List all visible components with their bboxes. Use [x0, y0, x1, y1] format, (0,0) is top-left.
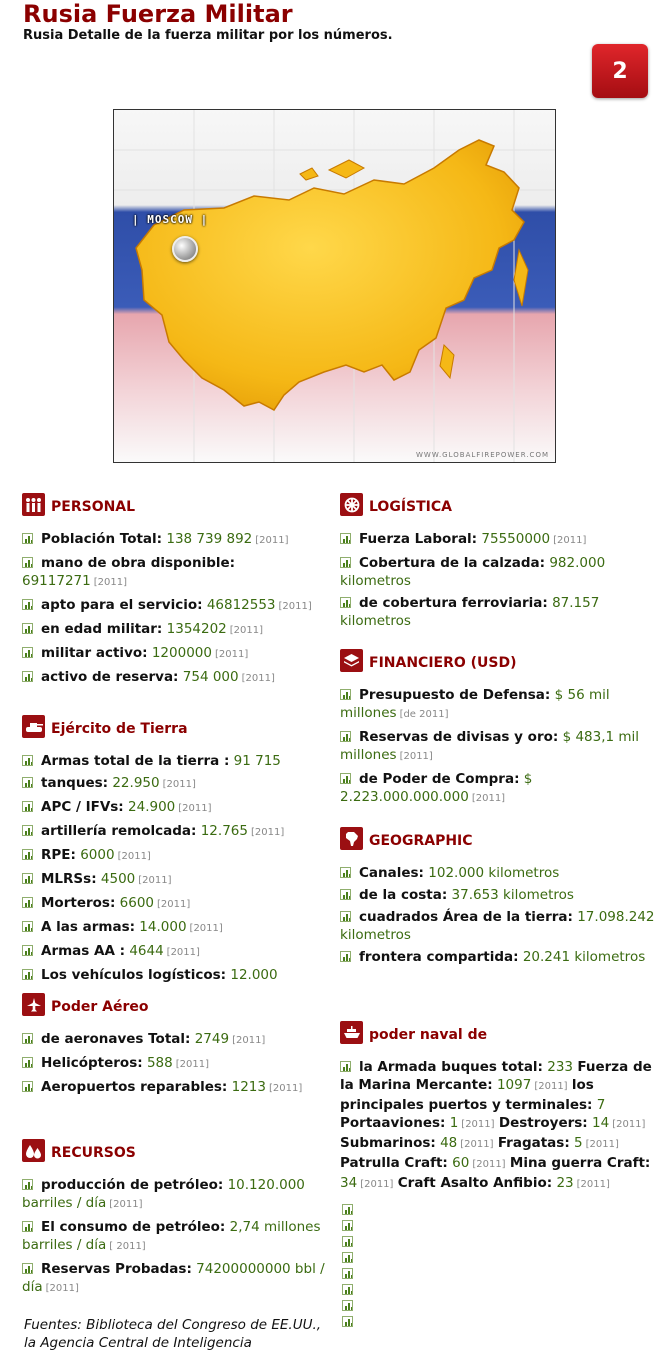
- map-city-label: | MOSCOW |: [132, 213, 209, 226]
- wheel-icon: [340, 493, 363, 516]
- stat-value: 138 739 892: [166, 531, 253, 547]
- stat-label: de la costa:: [359, 887, 448, 903]
- bar-chart-icon: [342, 1316, 353, 1327]
- bar-chart-icon: [340, 889, 351, 900]
- stat-row: [22, 1260, 342, 1298]
- stat-year: [2011]: [162, 779, 196, 790]
- stat-year: [2011]: [229, 625, 264, 636]
- stat-label: tanques:: [41, 775, 109, 791]
- stat-year: [2011]: [471, 793, 506, 804]
- section-title: RECURSOS: [51, 1145, 136, 1161]
- stat-row: [22, 894, 342, 914]
- bar-chart-icon: [22, 873, 33, 884]
- section-title: Poder Aéreo: [51, 999, 149, 1015]
- bar-chart-icon: [22, 1179, 33, 1190]
- bar-chart-icon: [22, 849, 33, 860]
- section-aereo: [22, 990, 342, 1102]
- stat-year: [2011]: [472, 1159, 506, 1170]
- stat-value: 87.157 kilometros: [340, 595, 600, 629]
- section-logistica: [340, 490, 660, 634]
- stat-label: Cobertura de la calzada:: [359, 555, 546, 571]
- stat-year: [2011]: [214, 649, 249, 660]
- section-naval: [340, 1018, 660, 1332]
- stat-year: [2011]: [166, 947, 200, 958]
- stat-value: 1213: [231, 1079, 266, 1095]
- stat-row: [340, 686, 660, 724]
- stat-year: [2011]: [460, 1139, 494, 1150]
- stat-row: [22, 1030, 342, 1050]
- stat-value: 17.098.242 kilometros: [340, 909, 655, 943]
- bar-chart-icon: [22, 777, 33, 788]
- stat-year: [2011]: [553, 535, 587, 546]
- stat-row: [340, 728, 660, 766]
- stat-year: [2011]: [241, 673, 275, 684]
- bar-chart-icon: [22, 755, 33, 766]
- stat-row: [340, 908, 660, 944]
- stat-row: [22, 822, 342, 842]
- stat-row: [340, 530, 660, 550]
- stat-year: [ 2011]: [109, 1241, 146, 1252]
- stat-label: Helicópteros:: [41, 1055, 143, 1071]
- stat-value: 1: [449, 1115, 459, 1131]
- stat-value: 60: [452, 1155, 470, 1171]
- stat-value: 34: [340, 1175, 358, 1191]
- stat-year: [2011]: [232, 1035, 266, 1046]
- stat-year: [2011]: [360, 1179, 394, 1190]
- page-subtitle: Rusia Detalle de la fuerza militar por los números.: [23, 28, 393, 43]
- bar-chart-icon: [340, 597, 351, 608]
- stat-row: [340, 864, 660, 882]
- bar-chart-icon: [340, 951, 351, 962]
- stat-row: [22, 554, 342, 592]
- stat-value: 588: [146, 1055, 173, 1071]
- bar-chart-icon: [340, 911, 351, 922]
- stat-row: [22, 620, 342, 640]
- stat-row: [22, 1176, 342, 1214]
- stat-label: frontera compartida:: [359, 949, 519, 965]
- bar-chart-icon: [22, 599, 33, 610]
- stat-label: Morteros:: [41, 895, 116, 911]
- section-recursos: [22, 1136, 342, 1302]
- stat-label: de cobertura ferroviaria:: [359, 595, 548, 611]
- stat-row: [22, 966, 342, 984]
- stat-value: 2749: [194, 1031, 230, 1047]
- stat-label: Los vehículos logísticos:: [41, 967, 227, 983]
- stat-year: [2011]: [138, 875, 172, 886]
- stat-row: [340, 770, 660, 808]
- oil-drops-icon: [22, 1139, 45, 1162]
- bar-chart-icon: [22, 557, 33, 568]
- stat-label: RPE:: [41, 847, 76, 863]
- stat-value: 14: [592, 1115, 610, 1131]
- stat-row: [22, 942, 342, 962]
- stat-row: [22, 1218, 342, 1256]
- stat-label: Reservas Probadas:: [41, 1261, 192, 1277]
- bar-chart-icon: [340, 1061, 351, 1072]
- stat-value: 46812553: [206, 597, 276, 613]
- rank-badge: 2: [592, 44, 648, 98]
- stat-year: [2011]: [117, 851, 151, 862]
- stat-label: Fuerza Laboral:: [359, 531, 478, 547]
- stat-value: 75550000: [481, 531, 551, 547]
- stat-value: 91 715: [233, 753, 281, 769]
- stat-value: 233: [547, 1059, 574, 1075]
- map-pin-icon: [172, 236, 198, 262]
- stat-label: Armas total de la tierra :: [41, 753, 230, 769]
- stat-label: Destroyers:: [498, 1115, 588, 1131]
- stat-label: Población Total:: [41, 531, 163, 547]
- stat-label: Mina guerra Craft:: [509, 1155, 651, 1171]
- bar-chart-icon: [342, 1236, 353, 1247]
- stat-year: [2011]: [585, 1139, 619, 1150]
- section-title: GEOGRAPHIC: [369, 833, 473, 849]
- stat-value: 6600: [119, 895, 154, 911]
- stat-value: 20.241 kilometros: [522, 949, 646, 965]
- jet-icon: [22, 993, 45, 1016]
- stat-value: 14.000: [139, 919, 187, 935]
- stat-year: [2011]: [268, 1083, 303, 1094]
- stat-value: 10.120.000 barriles / día: [22, 1177, 305, 1211]
- stat-value: 74200000000 bbl / día: [22, 1261, 325, 1295]
- bar-chart-icon: [340, 773, 351, 784]
- people-icon: [22, 493, 45, 516]
- bar-chart-icon: [22, 969, 33, 980]
- bar-chart-icon: [342, 1268, 353, 1279]
- stat-year: [2011]: [178, 803, 212, 814]
- stat-value: 4500: [100, 871, 136, 887]
- stat-row: [340, 948, 660, 966]
- page-title: Rusia Fuerza Militar: [23, 0, 293, 28]
- stat-value: 12.000: [230, 967, 278, 983]
- stat-row: [22, 1078, 342, 1098]
- section-title: PERSONAL: [51, 499, 136, 515]
- stat-year: [2011]: [250, 827, 285, 838]
- stat-value: $ 56 mil millones: [340, 687, 610, 721]
- money-stack-icon: [340, 649, 363, 672]
- stat-year: [2011]: [157, 899, 191, 910]
- stat-label: Presupuesto de Defensa:: [359, 687, 551, 703]
- bar-chart-icon: [22, 945, 33, 956]
- stat-year: [2011]: [109, 1199, 143, 1210]
- stat-value: 5: [574, 1135, 583, 1151]
- stat-row: [22, 752, 342, 770]
- stat-label: Canales:: [359, 865, 424, 881]
- stat-row: [22, 596, 342, 616]
- bar-chart-icon: [340, 731, 351, 742]
- stat-row: [22, 644, 342, 664]
- bar-chart-icon: [22, 1221, 33, 1232]
- stat-value: 7: [596, 1097, 606, 1113]
- section-geographic: [340, 824, 660, 970]
- stat-label: El consumo de petróleo:: [41, 1219, 226, 1235]
- stat-label: la Armada buques total:: [359, 1059, 543, 1075]
- stat-label: Fuerza de la Marina Mercante:: [340, 1059, 652, 1093]
- bar-chart-icon: [22, 801, 33, 812]
- stat-value: 982.000 kilometros: [340, 555, 606, 589]
- stat-value: 4644: [129, 943, 164, 959]
- stat-label: apto para el servicio:: [41, 597, 203, 613]
- stat-value: 102.000 kilometros: [428, 865, 560, 881]
- stat-value: 754 000: [182, 669, 239, 685]
- stat-row: [22, 846, 342, 866]
- stat-label: Aeropuertos reparables:: [41, 1079, 228, 1095]
- bar-chart-icon: [22, 1033, 33, 1044]
- stat-label: Reservas de divisas y oro:: [359, 729, 559, 745]
- stat-year: [2011]: [45, 1283, 79, 1294]
- stat-year: [2011]: [189, 923, 223, 934]
- bar-chart-icon: [22, 897, 33, 908]
- tank-icon: [22, 715, 45, 738]
- section-financiero: [340, 646, 660, 812]
- stat-label: los principales puertos y terminales:: [340, 1077, 594, 1113]
- stat-value: 1200000: [151, 645, 212, 661]
- stat-row: [340, 554, 660, 590]
- stat-value: 1097: [496, 1077, 532, 1093]
- stat-label: mano de obra disponible:: [41, 555, 236, 571]
- stat-value: 48: [440, 1135, 458, 1151]
- stat-value: $ 2.223.000.000.000: [340, 771, 533, 805]
- stat-value: 1354202: [166, 621, 227, 637]
- bar-chart-icon: [22, 533, 33, 544]
- bar-chart-icon: [342, 1220, 353, 1231]
- bar-chart-icon: [22, 623, 33, 634]
- section-personal: [22, 490, 342, 692]
- bar-chart-icon: [22, 1263, 33, 1274]
- ship-icon: [340, 1021, 363, 1044]
- stat-label: Armas AA :: [41, 943, 126, 959]
- stat-value: 23: [556, 1175, 574, 1191]
- stat-value: 2,74 millones barriles / día: [22, 1219, 321, 1253]
- section-title: poder naval de: [369, 1027, 488, 1043]
- stat-label: Fragatas:: [497, 1135, 570, 1151]
- stat-value: 12.765: [200, 823, 248, 839]
- stat-label: Portaaviones:: [340, 1115, 446, 1131]
- stat-label: Submarinos:: [340, 1135, 436, 1151]
- russia-map: [113, 109, 556, 463]
- bar-chart-icon: [22, 671, 33, 682]
- bar-chart-icon: [342, 1252, 353, 1263]
- stat-value: 69117271: [22, 573, 91, 589]
- stat-label: cuadrados Área de la tierra:: [359, 909, 573, 925]
- stat-label: A las armas:: [41, 919, 135, 935]
- empty-stat-rows: [340, 1204, 660, 1327]
- stat-label: artillería remolcada:: [41, 823, 197, 839]
- stat-year: [2011]: [612, 1119, 646, 1130]
- stat-year: [2011]: [576, 1179, 610, 1190]
- stat-row: [22, 918, 342, 938]
- stat-year: [de 2011]: [399, 709, 449, 720]
- bar-chart-icon: [342, 1204, 353, 1215]
- section-title: Ejército de Tierra: [51, 721, 188, 737]
- stat-year: [2011]: [399, 751, 433, 762]
- bar-chart-icon: [22, 647, 33, 658]
- russia-map-graphic: [114, 110, 555, 462]
- stat-year: [2011]: [534, 1081, 568, 1092]
- stat-label: producción de petróleo:: [41, 1177, 224, 1193]
- sources-note: Fuentes: Biblioteca del Congreso de EE.UU., la Agencia Central de Inteligencia: [24, 1317, 322, 1351]
- stat-label: de aeronaves Total:: [41, 1031, 191, 1047]
- bar-chart-icon: [340, 533, 351, 544]
- section-title: LOGÍSTICA: [369, 499, 452, 515]
- stat-year: [2011]: [93, 577, 127, 588]
- stat-label: APC / IFVs:: [41, 799, 124, 815]
- stat-label: de Poder de Compra:: [359, 771, 520, 787]
- stat-row: [22, 870, 342, 890]
- stat-label: Craft Asalto Anfibio:: [397, 1175, 553, 1191]
- stat-row: [22, 774, 342, 794]
- stat-value: 22.950: [112, 775, 160, 791]
- stat-row: [22, 530, 342, 550]
- stat-label: activo de reserva:: [41, 669, 179, 685]
- bar-chart-icon: [340, 557, 351, 568]
- stat-label: MLRSs:: [41, 871, 97, 887]
- stat-label: militar activo:: [41, 645, 148, 661]
- bar-chart-icon: [340, 867, 351, 878]
- section-ejercito: [22, 712, 342, 988]
- stat-year: [2011]: [278, 601, 312, 612]
- stat-row: [340, 594, 660, 630]
- africa-icon: [340, 827, 363, 850]
- stat-value: $ 483,1 mil millones: [340, 729, 640, 763]
- stat-row: [340, 886, 660, 904]
- bar-chart-icon: [22, 921, 33, 932]
- bar-chart-icon: [342, 1284, 353, 1295]
- bar-chart-icon: [22, 825, 33, 836]
- bar-chart-icon: [22, 1057, 33, 1068]
- stat-row: [22, 1054, 342, 1074]
- stat-value: 24.900: [128, 799, 176, 815]
- bar-chart-icon: [340, 689, 351, 700]
- stat-label: Patrulla Craft:: [340, 1155, 448, 1171]
- bar-chart-icon: [22, 1081, 33, 1092]
- stat-label: en edad militar:: [41, 621, 163, 637]
- map-credit: WWW.GLOBALFIREPOWER.COM: [416, 451, 549, 459]
- stat-year: [2011]: [461, 1119, 495, 1130]
- section-title: FINANCIERO (USD): [369, 655, 517, 671]
- stat-value: 37.653 kilometros: [451, 887, 574, 903]
- stat-value: 6000: [80, 847, 115, 863]
- stat-row: [22, 798, 342, 818]
- bar-chart-icon: [342, 1300, 353, 1311]
- stat-year: [2011]: [175, 1059, 209, 1070]
- stat-row: [22, 668, 342, 688]
- naval-summary: [340, 1058, 660, 1194]
- stat-year: [2011]: [255, 535, 289, 546]
